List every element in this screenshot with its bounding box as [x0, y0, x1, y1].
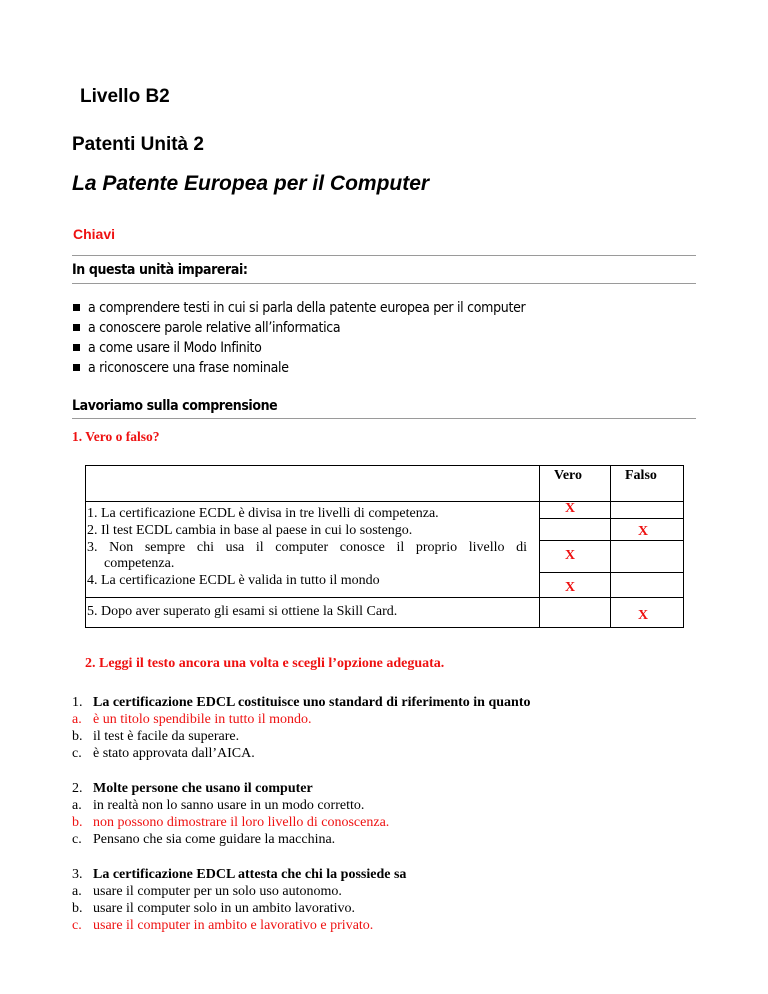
objectives-list [72, 298, 525, 378]
table-divider [539, 540, 684, 541]
unit-heading: Patenti Unità 2 [72, 134, 204, 155]
answer-mark-true: X [565, 501, 576, 516]
table-row: 3. Non sempre chi usa il computer conosce il proprio livello di [87, 540, 527, 555]
objectives-heading: In questa unità imparerai: [72, 262, 248, 278]
option-correct: b. non possono dimostrare il loro livello di conoscenza. [72, 815, 390, 830]
table-row-continuation: competenza. [104, 556, 175, 571]
list-item: a riconoscere una frase nominale [72, 358, 525, 378]
exercise-2-title: 2. Leggi il testo ancora una volta e scegli l’opzione adeguata. [85, 656, 445, 671]
table-divider [85, 501, 684, 502]
divider [72, 283, 696, 284]
column-header-true: Vero [554, 468, 582, 483]
table-divider [539, 465, 540, 627]
column-header-false: Falso [625, 468, 657, 483]
table-divider [539, 572, 684, 573]
bullet-icon [73, 304, 80, 311]
table-row: 1. La certificazione ECDL è divisa in tre livelli di competenza. [87, 506, 439, 521]
answer-mark-false: X [638, 608, 649, 623]
divider [72, 418, 696, 419]
comprehension-heading: Lavoriamo sulla comprensione [72, 398, 278, 414]
question-stem: 1. La certificazione EDCL costituisce uno standard di riferimento in quanto [72, 695, 531, 710]
page-title: La Patente Europea per il Computer [72, 172, 430, 195]
table-row: 5. Dopo aver superato gli esami si ottiene la Skill Card. [87, 604, 398, 619]
option: b. il test è facile da superare. [72, 729, 240, 744]
table-row: 2. Il test ECDL cambia in base al paese in cui lo sostengo. [87, 523, 413, 538]
table-row: 4. La certificazione ECDL è valida in tutto il mondo [87, 573, 380, 588]
table-divider [539, 518, 684, 519]
table-divider [85, 597, 684, 598]
answer-mark-false: X [638, 524, 649, 539]
bullet-icon [73, 364, 80, 371]
option: c. è stato approvata dall’AICA. [72, 746, 255, 761]
option: c. Pensano che sia come guidare la macchina. [72, 832, 336, 847]
option: a. usare il computer per un solo uso autonomo. [72, 884, 342, 899]
list-item: a conoscere parole relative all’informatica [72, 318, 525, 338]
bullet-icon [73, 344, 80, 351]
keys-label: Chiavi [73, 226, 116, 242]
question-stem: 2. Molte persone che usano il computer [72, 781, 313, 796]
answer-mark-true: X [565, 580, 576, 595]
level-heading: Livello B2 [80, 86, 170, 107]
option-correct: a. è un titolo spendibile in tutto il mondo. [72, 712, 312, 727]
option-correct: c. usare il computer in ambito e lavorativo e privato. [72, 918, 374, 933]
bullet-icon [73, 324, 80, 331]
question-stem: 3. La certificazione EDCL attesta che chi la possiede sa [72, 867, 407, 882]
answer-mark-true: X [565, 548, 576, 563]
list-item: a comprendere testi in cui si parla della patente europea per il computer [72, 298, 525, 318]
divider [72, 255, 696, 256]
option: a. in realtà non lo sanno usare in un modo corretto. [72, 798, 365, 813]
table-divider [610, 465, 611, 627]
option: b. usare il computer solo in un ambito lavorativo. [72, 901, 356, 916]
list-item: a come usare il Modo Infinito [72, 338, 525, 358]
exercise-1-title: 1. Vero o falso? [72, 429, 160, 444]
